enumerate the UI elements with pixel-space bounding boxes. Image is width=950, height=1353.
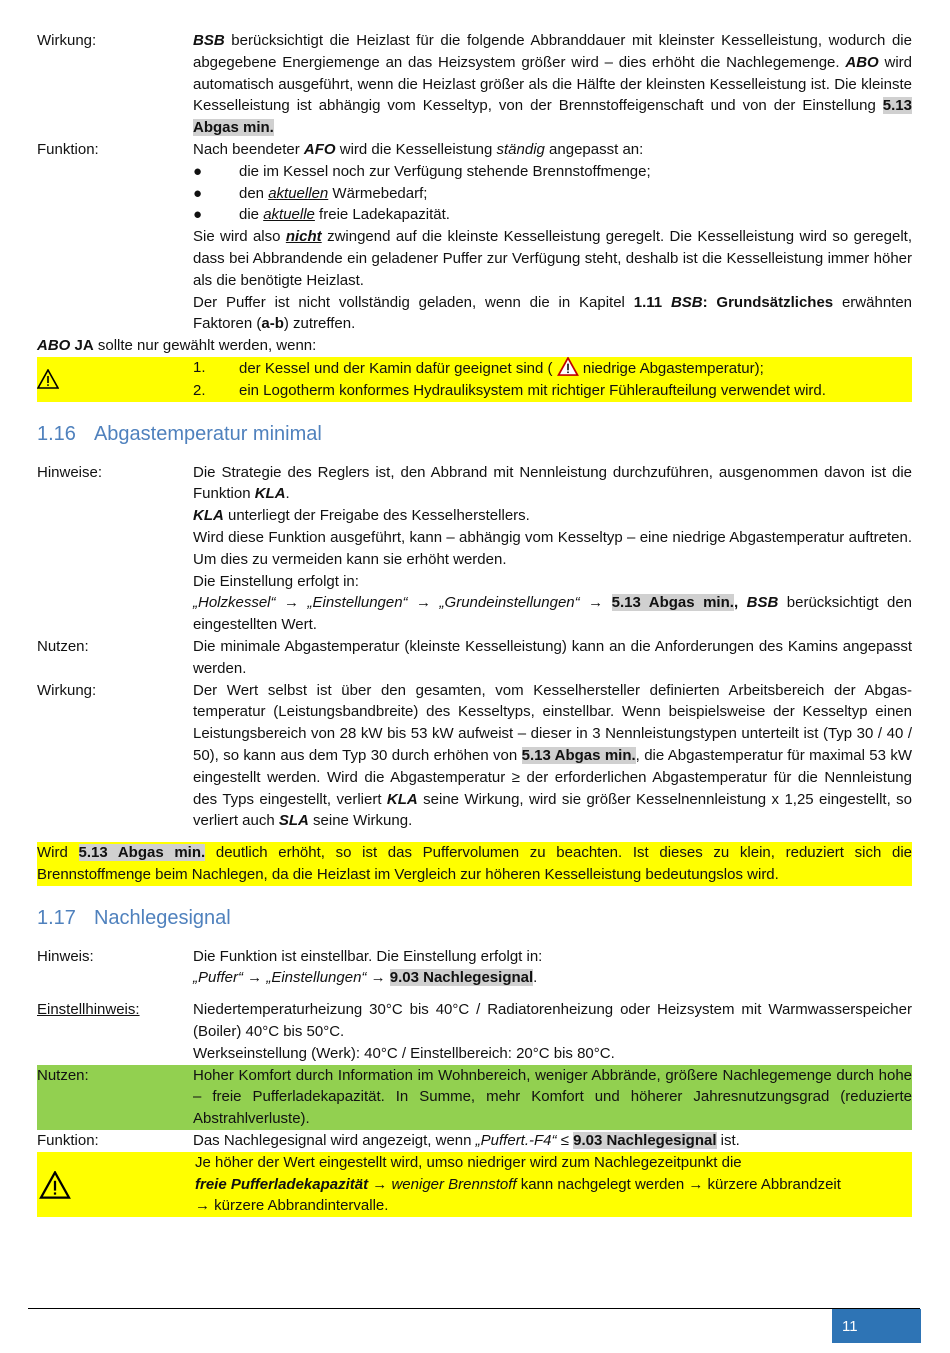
funktion-row	[37, 139, 912, 335]
funktion-para3: Der Puffer ist nicht vollständig geladen, wenn die in Kapitel 1.11 BSB: Grundsätzliches erwähnten Faktoren (a-b) zutreffen.	[193, 293, 913, 333]
einstellhinweis-row	[37, 999, 912, 1064]
warning-icon	[37, 357, 193, 402]
wirkung-label: Wirkung:	[37, 32, 97, 49]
nutzen-text: Die minimale Abgastemperatur (kleinste Kesselleistung) kann an die Anforderungen des Kamins angepasst werden.	[193, 637, 912, 677]
wirkung-text	[193, 30, 912, 139]
hinweise-label: Hinweise:	[37, 463, 103, 481]
wirkung2-row	[37, 680, 912, 833]
abo-condition: ABO JA sollte nur gewählt werden, wenn:	[37, 337, 317, 355]
nutzen-row	[37, 636, 912, 680]
bsb-keyword: BSB	[193, 32, 225, 49]
nutzen-row	[37, 1065, 912, 1130]
funktion-para2: Sie wird also nicht zwingend auf die kleinste Kesselleistung geregelt. Die Kesselleistung wird so geregelt, dass bei Abbrandende ein geladener Puffer zur Verfügung steht, deshalb ist die Kesselleistung immer höher als die benötigte Heizlast.	[193, 228, 913, 289]
nutzen-label: Nutzen:	[37, 1066, 89, 1084]
text: wird automatisch ausgeführt, wenn die Heizlast größer als die Hälfte der kleinsten Kesselleistung ist. Die kleinste Kesselleistung ist abhängig vom Kesseltyp, von der Brennstoffeigenschaft und von der Einstellung	[193, 53, 912, 115]
section-heading-1-17: 1.17 Nachlegesignal	[37, 906, 231, 929]
hinweise-text: Die Strategie des Reglers ist, den Abbrand mit Nennleistung durchzuführen, ausgenommen davon ist die Funktion KLA. KLA unterliegt der Freigabe des Kesselherstellers. Wird diese Funktion ausgeführt, kann – abhängig vom Kesseltyp – eine niedrige Abgastemperatur auftreten. Um dies zu vermeiden kann sie erhöht werden. Die Einstellung erfolgt in: „Holzkessel“ → „Einstellungen“ → „Grundeinstellungen“ → 5.13 Abgas min., BSB berücksichtigt den eingestellten Wert.	[193, 463, 913, 634]
funktion-label: Funktion:	[37, 1132, 99, 1150]
document-page	[37, 30, 912, 1217]
setting-ref: 5.13 Abgas min.	[611, 594, 734, 612]
abo-keyword: ABO	[845, 53, 879, 71]
hinweis-row	[37, 946, 912, 990]
nachlege-warning-box: Je höher der Wert eingestellt wird, umso niedriger wird zum Nachlegezeitpunkt die freie Pufferladekapazität → weniger Brennstoff kann nachgelegt werden → kürzere Abbrandzeit → kürzere Abbrandintervalle.	[37, 1152, 912, 1217]
nutzen-label: Nutzen:	[37, 637, 89, 655]
afo-keyword: AFO	[303, 140, 336, 158]
bullet-item: ● den aktuellen Wärmebedarf;	[193, 184, 428, 202]
bullet-item: ● die aktuelle freie Ladekapazität.	[193, 206, 450, 224]
einstellhinweis-text: Niedertemperaturheizung 30°C bis 40°C / Radiatorenheizung oder Heizsystem mit Warmwasserspeicher (Boiler) 40°C bis 50°C. Werkseinstellung (Werk): 40°C / Einstellbereich: 20°C bis 80°C.	[193, 1001, 912, 1062]
funktion-text	[193, 139, 912, 335]
setting-ref: 5.13 Abgas min.	[193, 97, 912, 137]
einstellhinweis-label: Einstellhinweis:	[37, 1001, 140, 1019]
warning-icon	[37, 1152, 195, 1217]
hinweis-text: Die Funktion ist einstellbar. Die Einstellung erfolgt in: „Puffer“ → „Einstellungen“ → 9.03 Nachlegesignal.	[193, 947, 543, 987]
hinweis-label: Hinweis:	[37, 947, 94, 965]
page-number: 11	[832, 1309, 921, 1343]
bullet-item: ● die im Kessel noch zur Verfügung stehende Brennstoffmenge;	[193, 162, 651, 180]
funktion-text: Das Nachlegesignal wird angezeigt, wenn „Puffert.-F4“ ≤ 9.03 Nachlegesignal ist.	[193, 1132, 740, 1150]
warning-icon	[557, 357, 579, 376]
abgas-note-box: Wird 5.13 Abgas min. deutlich erhöht, so ist das Puffervolumen zu beachten. Ist dieses zu klein, reduziert sich die Brennstoffmenge beim Nachlegen, da die Heizlast im Vergleich zur höheren Kesselleistung bedeutungslos wird.	[37, 842, 912, 886]
funktion-label: Funktion:	[37, 140, 99, 158]
footer-divider	[28, 1308, 920, 1309]
funktion-intro: Nach beendeter AFO wird die Kesselleistung ständig angepasst an:	[193, 140, 644, 158]
list-item: 1. der Kessel und der Kamin dafür geeignet sind ( niedrige Abgastemperatur);	[193, 358, 764, 377]
nutzen-text: Hoher Komfort durch Information im Wohnbereich, weniger Abbrände, größere Nachlegemenge durch hohe – freie Pufferladekapazität. In Summe, mehr Komfort und höherer Jahresnutzungsgrad (reduzierte Abstrahlverluste).	[193, 1066, 912, 1128]
hinweise-row	[37, 462, 912, 636]
list-item: 2. ein Logotherm konformes Hydrauliksystem mit richtiger Fühleraufteilung verwendet wird.	[193, 381, 826, 399]
wirkung-text: Der Wert selbst ist über den gesamten, vom Kesselhersteller definierten Arbeitsbereich der Abgas-temperatur (Leistungsbandbreite) des Kesseltyps, einstellbar. Wenn beispielsweise der Kesseltyp einen Leistungsbereich von 28 kW bis 53 kW aufweist – dieser in 3 Nennleistungstypen unterteilt ist (Typ 30 / 40 / 50), so kann aus dem Typ 30 durch erhöhen von 5.13 Abgas min., die Abgastemperatur für maximal 53 kW eingestellt werden. Wird die Abgastemperatur ≥ der erforderlichen Abgastemperatur für die Nennleistung des Typs eingestellt, verliert KLA seine Wirkung, wird sie größer Kesselnennleistung x 1,25 eingestellt, so verliert auch SLA seine Wirkung.	[193, 681, 912, 830]
funktion-row	[37, 1130, 912, 1152]
abo-warning-box	[37, 357, 912, 402]
wirkung-label: Wirkung:	[37, 681, 97, 699]
wirkung-row	[37, 30, 912, 139]
emphasis: ständig	[496, 140, 545, 158]
section-heading-1-16: 1.16 Abgastemperatur minimal	[37, 422, 322, 445]
text: berücksichtigt die Heizlast für die folgende Abbranddauer mit kleinster Kesselleistung, wodurch die abgegebene Energiemenge an das Heizsystem größer wird – dies erhöht die Nachlegemenge.	[193, 32, 912, 71]
